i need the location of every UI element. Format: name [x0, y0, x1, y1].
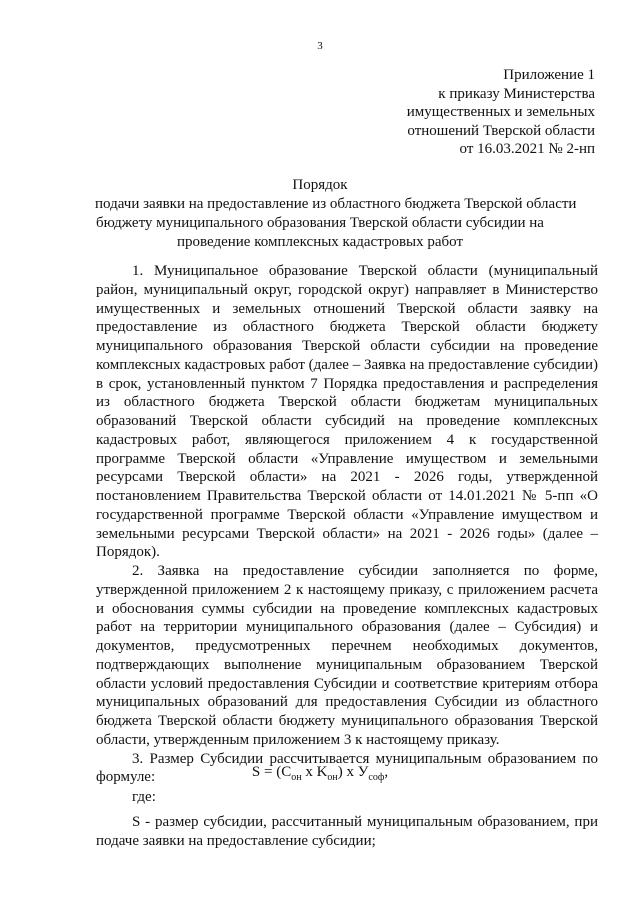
title-line: подачи заявки на предоставление из областного бюджета Тверской области [95, 196, 577, 212]
formula-part: , [384, 764, 389, 780]
appendix-line: Приложение 1 [503, 67, 595, 83]
where-label: где: [132, 789, 156, 805]
paragraph-3: 3. Размер Субсидии рассчитывается муниципальным образованием по формуле: [96, 750, 598, 786]
formula-part: S = (C [251, 764, 292, 780]
appendix-header [407, 66, 595, 159]
paragraph-1: 1. Муниципальное образование Тверской области (муниципальный район, муниципальный округ, городской округ) направляет в Министерство имущественных и земельных отношений Тверской области заявку на предоставление из областного бюджета Тверской области бюджету муниципального образования Тверской области субсидии на проведение комплексных кадастровых работ (далее – Заявка на предоставление субсидии) в срок, установленный пунктом 7 Порядка предоставления и распределения из областного бюджета Тверской области бюджетам муниципальных образований Тверской области субсидий на проведение комплексных кадастровых работ, являющегося приложением 4 к государственной программе Тверской области «Управление имуществом и земельными ресурсами Тверской области» на 2021 - 2026 годы, утвержденной постановлением Правительства Тверской области от 14.01.2021 № 5-пп «О государственной программе Тверской области «Управление имуществом и земельными ресурсами Тверской области» на 2021 - 2026 годы» (далее – Порядок). [96, 263, 598, 561]
formula-subscript: он [327, 772, 338, 783]
document-body [96, 262, 598, 787]
definition-s: S - размер субсидии, рассчитанный муниципальным образованием, при подаче заявки на предоставление субсидии; [96, 813, 598, 849]
formula-part: ) x У [337, 764, 369, 780]
formula-subscript: он [291, 772, 302, 783]
page-number: 3 [317, 40, 323, 52]
formula-definitions [96, 788, 598, 850]
paragraph-2: 2. Заявка на предоставление субсидии заполняется по форме, утвержденной приложением 2 к настоящему приказу, с приложением расчета и обоснования суммы субсидии на проведение комплексных кадастровых работ на территории муниципального образования (далее – Субсидия) и документов, предусмотренных перечнем необходимых документов, подтверждающих выполнение муниципальным образованием Тверской области условий предоставления Субсидии и соответствие критериям отбора муниципальных образований для предоставления Субсидии из областного бюджета Тверской области бюджету муниципального образования Тверской области, утвержденным приложением 3 к настоящему приказу. [96, 563, 598, 748]
title-line: проведение комплексных кадастровых работ [176, 234, 464, 250]
subsidy-formula [0, 763, 640, 787]
appendix-line: имущественных и земельных [406, 104, 595, 120]
title-line: бюджету муниципального образования Тверской области субсидии на [96, 215, 544, 231]
appendix-line: отношений Тверской области [407, 122, 595, 139]
document-title [95, 176, 577, 252]
appendix-line: к приказу Министерства [438, 85, 595, 102]
formula-subscript: соф [368, 772, 385, 783]
formula-part: x K [301, 764, 328, 780]
title-line: Порядок [292, 177, 348, 193]
appendix-line: от 16.03.2021 № 2-нп [459, 141, 595, 157]
